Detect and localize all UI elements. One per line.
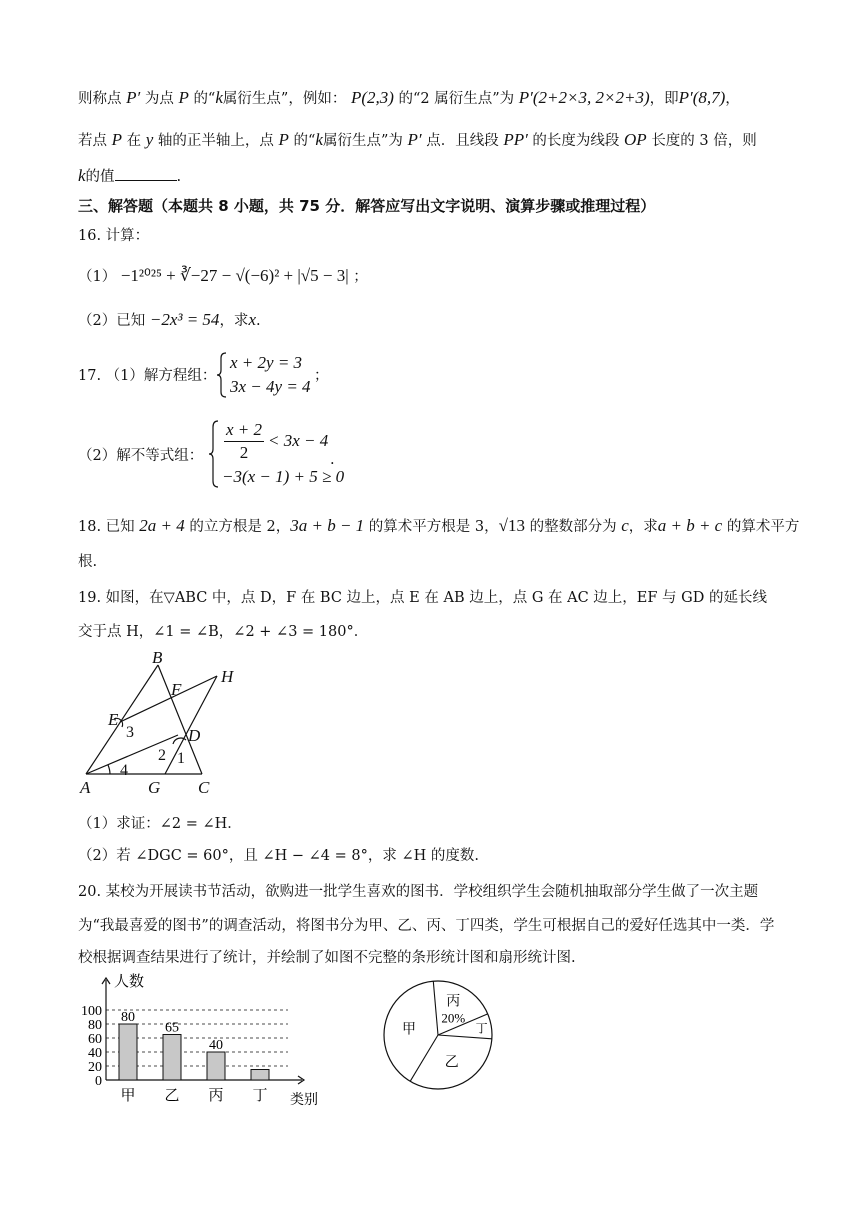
q20-line-1: 20. 某校为开展读书节活动，欲购进一批学生喜欢的图书．学校组织学生会随机抽取部分学生做了一次主题 (78, 884, 759, 900)
text: 在 (126, 133, 142, 149)
text: ，求 (219, 313, 249, 329)
label-c: C (198, 778, 210, 797)
slice-border (410, 1035, 438, 1081)
bar-chart (74, 970, 344, 1110)
y-axis-label: 人数 (114, 974, 145, 990)
text: . (330, 452, 335, 468)
label-f: F (171, 680, 182, 699)
text: 的立方根是 2， (189, 519, 291, 535)
q16-part1 (78, 266, 368, 287)
text: 轴的正半轴上，点 (157, 133, 274, 149)
label-g: G (148, 778, 161, 797)
label-angle-1: 1 (177, 750, 185, 767)
text: （2）解不等式组： (78, 448, 204, 464)
math-expression: −2x³ = 54 (149, 310, 220, 329)
text: 18. 已知 (78, 519, 135, 535)
data-label: 65 (165, 1020, 179, 1036)
math-expression: a + b + c (657, 516, 723, 535)
angle-1-arc (173, 738, 186, 744)
fraction-denominator: 2 (239, 443, 249, 462)
math-x: x (248, 310, 256, 329)
label-angle-4: 4 (120, 762, 128, 779)
bar-甲 (119, 1024, 137, 1080)
pie-chart (380, 975, 500, 1095)
q19-part2: （2）若 ∠DGC = 60°，且 ∠H − ∠4 = 8°，求 ∠H 的度数. (78, 848, 479, 864)
y-tick-label: 20 (88, 1060, 102, 1075)
math-example-final: P′(8,7) (678, 88, 726, 107)
text: （1） (78, 269, 117, 285)
math-k: k (315, 130, 323, 149)
text: 则称点 (78, 91, 122, 107)
fraction-numerator: x + 2 (225, 420, 263, 439)
math-expression: 3a + b − 1 (290, 516, 365, 535)
text: 的值 (85, 169, 115, 185)
q18-line-1 (78, 516, 799, 537)
q19-part1: （1）求证：∠2 = ∠H． (78, 816, 242, 832)
brace-icon (216, 352, 228, 398)
text: 属衍生点”为 (322, 133, 403, 149)
equation-system (216, 352, 326, 398)
inequality-2: −3(x − 1) + 5 ≥ 0 (222, 467, 345, 486)
equation-1: x + 2y = 3 (230, 353, 303, 372)
bar-乙 (163, 1035, 181, 1081)
side-ab (86, 665, 158, 774)
data-label: 40 (209, 1038, 223, 1053)
section-heading: 三、解答题（本题共 8 小题，共 75 分．解答应写出文字说明、演算步骤或推理过程） (78, 197, 656, 215)
text: （2）已知 (78, 313, 146, 329)
inequality-1-rhs: < 3x − 4 (268, 431, 329, 450)
fraction-bar (224, 441, 264, 442)
label-h: H (221, 667, 234, 686)
angle-4-arc (108, 765, 110, 774)
text: 17. （1）解方程组： (78, 368, 217, 384)
math-c: c (621, 516, 629, 535)
label-angle-3: 3 (126, 724, 134, 741)
data-label: 80 (121, 1010, 135, 1025)
y-tick-label: 0 (95, 1074, 102, 1089)
intro-line-3: k的值 . (78, 166, 182, 185)
text: 的“ (293, 133, 316, 149)
y-tick-label: 40 (88, 1046, 102, 1061)
category-label: 乙 (164, 1088, 180, 1104)
math-op: OP (624, 130, 647, 149)
label-d: D (188, 726, 201, 745)
math-pprime: P′ (407, 130, 422, 149)
label-b: B (152, 648, 163, 667)
slice-label: 丁 (475, 1021, 488, 1036)
answer-blank[interactable] (115, 166, 177, 181)
math-k: k (215, 88, 223, 107)
category-label: 丁 (252, 1088, 268, 1104)
category-label: 丙 (208, 1088, 224, 1104)
math-p: P (111, 130, 122, 149)
triangle-figure (70, 645, 260, 800)
text: . (255, 313, 261, 329)
math-k: k (78, 166, 86, 185)
y-tick-label: 60 (88, 1032, 102, 1047)
math-expression: 2a + 4 (139, 516, 185, 535)
q16-head: 16. 计算： (78, 228, 150, 244)
math-sqrt13: √13 (498, 516, 525, 535)
math-example-p: P(2,3) (350, 88, 394, 107)
q20-line-3: 校根据调查结果进行了统计，并绘制了如图不完整的条形统计图和扇形统计图. (78, 950, 576, 966)
q19-line-1: 19. 如图，在▽ABC 中，点 D，F 在 BC 边上，点 E 在 AB 边上，点 G 在 AC 边上，EF 与 GD 的延长线 (78, 590, 767, 606)
intro-line-2 (78, 130, 757, 151)
q16-part2 (78, 310, 261, 331)
slice-label: 甲 (402, 1022, 417, 1038)
intro-line-1: 则称点 P′ 为点 P 的“k属衍生点”，例如： P(2,3) 的“2 属衍生点”为 P′(2+2×3, 2×2+3)，即P′(8,7)， (78, 88, 740, 107)
math-expression: −1²⁰²⁵ + ∛−27 − √(−6)² + |√5 − 3| (120, 266, 349, 285)
slice-percent: 20% (441, 1010, 466, 1026)
text: 的整数部分为 (529, 519, 617, 535)
label-a: A (80, 778, 91, 797)
math-example-result: P′(2+2×3, 2×2+3) (518, 88, 650, 107)
y-tick-label: 80 (88, 1018, 102, 1033)
text: ； (353, 269, 368, 285)
bar-丙 (207, 1052, 225, 1080)
text: 的“ (193, 91, 216, 107)
x-axis-label: 类别 (290, 1093, 318, 1108)
inequality-system (208, 420, 348, 488)
text: 的算术平方根是 3， (368, 519, 499, 535)
category-label: 甲 (120, 1088, 136, 1104)
y-tick-label: 100 (81, 1004, 102, 1019)
math-y: y (145, 130, 154, 149)
text: 的长度为线段 (532, 133, 620, 149)
slice-border (433, 981, 438, 1035)
text: ，求 (628, 519, 658, 535)
text: 长度的 3 倍，则 (651, 133, 757, 149)
label-e: E (108, 710, 119, 729)
math-p: P (278, 130, 289, 149)
text: ； (314, 368, 329, 384)
text: 的“2 属衍生点”为 (398, 91, 515, 107)
math-ppprime: PP′ (503, 130, 528, 149)
q18-line-2: 根. (78, 554, 98, 570)
slice-label: 丙 (446, 994, 461, 1010)
text: 属衍生点”，例如： (222, 91, 347, 107)
q19-line-2: 交于点 H，∠1 = ∠B，∠2 + ∠3 = 180°． (78, 624, 369, 640)
text: 为点 (144, 91, 174, 107)
segment-eh (120, 676, 217, 722)
text: 若点 (78, 133, 107, 149)
q20-line-2: 为“我最喜爱的图书”的调查活动，将图书分为甲、乙、丙、丁四类，学生可根据自己的爱好任选其中一类．学 (78, 918, 775, 934)
bar-丁 (251, 1070, 269, 1081)
label-angle-2: 2 (158, 747, 166, 764)
q17-part1 (78, 352, 329, 402)
text: 的算术平方 (726, 519, 800, 535)
equation-2: 3x − 4y = 4 (230, 377, 311, 396)
math-p: P (178, 88, 189, 107)
brace-icon (208, 420, 220, 488)
math-pprime: P′ (126, 88, 141, 107)
slice-label: 乙 (444, 1055, 459, 1071)
text: 点．且线段 (426, 133, 499, 149)
text: ，即 (649, 91, 679, 107)
